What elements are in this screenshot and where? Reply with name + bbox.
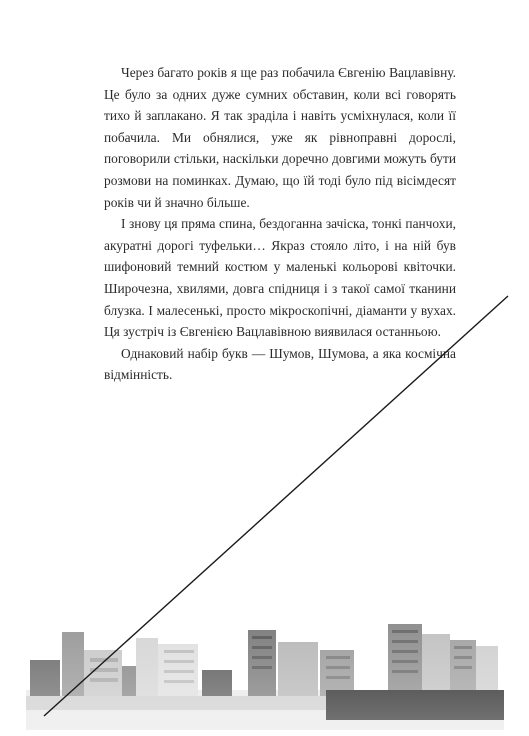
paragraph-2: І знову ця пряма спина, бездоганна зачіска, тонкі панчохи, акуратні дорогі туфельки… Якраз стояло літо, і на ній був шифоновий темний костюм у маленькі кольорові квіточки. Широчезна, хвилями, довга спідниця і з такої самої тканини блузка. І малесенькі, просто мікроскопічні, діаманти у вухах. Ця зустріч із Євгенією Вацлавівною виявилася останньою. (104, 216, 456, 340)
paragraph-1: Через багато років я ще раз побачила Євгенію Вацлавівну. Це було за одних дуже сумних обставин, коли всі говорять тихо й заплакано. Я так зраділа і навіть усміхнулася, коли її побачила. Ми обнялися, уже як рівноправні дорослі, поговорили стільки, наскільки доречно довгими можуть бути розмови на поминках. Думаю, що їй тоді було під вісімдесят років чи й значно більше. (104, 65, 456, 210)
paragraph-3: Однаковий набір букв — Шумов, Шумова, а яка космічна відмінність. (104, 345, 456, 383)
